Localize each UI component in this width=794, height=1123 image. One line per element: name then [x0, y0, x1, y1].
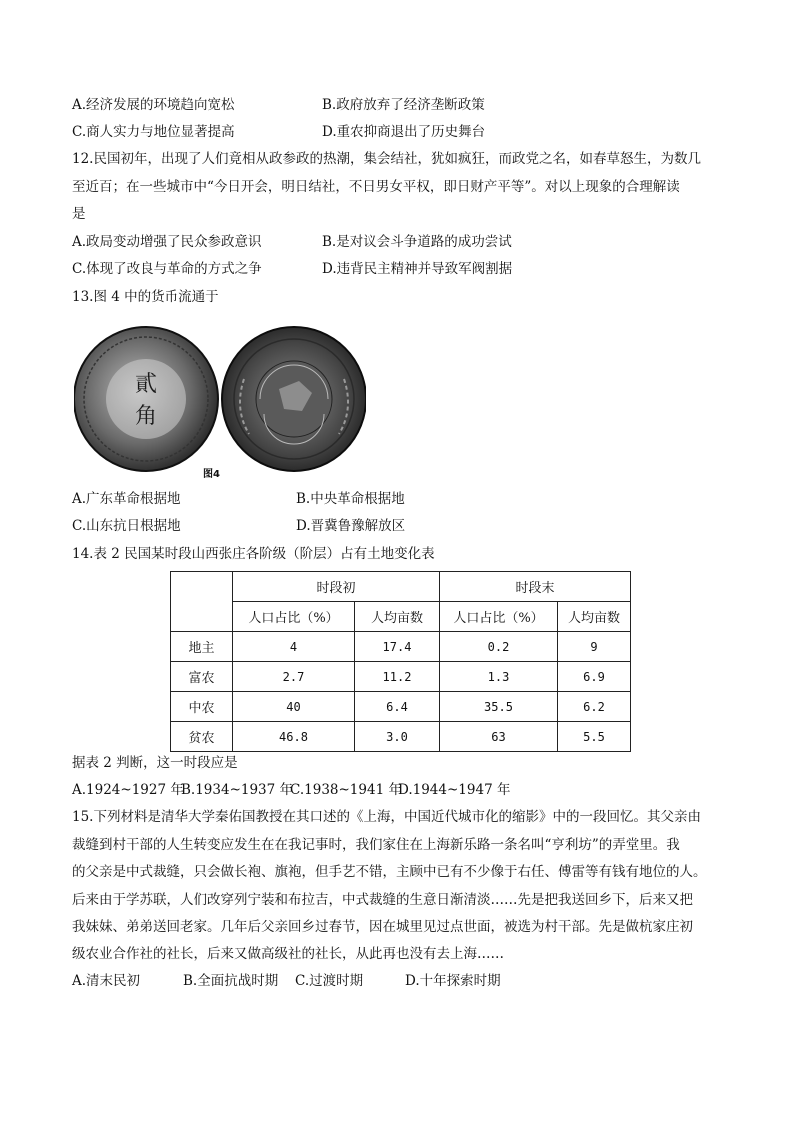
value-cell: 6.4 — [355, 692, 440, 722]
q12-option-a[interactable]: A.政局变动增强了民众参政意识 — [72, 234, 262, 250]
q14-option-c[interactable]: C.1938~1941 年 — [290, 782, 402, 798]
table-corner-cell — [171, 572, 233, 632]
q12-option-b[interactable]: B.是对议会斗争道路的成功尝试 — [322, 234, 512, 250]
subheader-cell: 人均亩数 — [558, 602, 631, 632]
table-header-row — [171, 572, 631, 602]
value-cell: 0.2 — [440, 632, 558, 662]
coin-back — [222, 327, 366, 471]
class-cell: 中农 — [171, 692, 233, 722]
subheader-cell: 人口占比（%） — [233, 602, 355, 632]
value-cell: 6.9 — [558, 662, 631, 692]
q13-stem: 13.图 4 中的货币流通于 — [72, 289, 219, 305]
q14-option-b[interactable]: B.1934~1937 年 — [181, 782, 294, 798]
q15-stem-line-6: 级农业合作社的社长，后来又做高级社的社长，从此再也没有去上海…… — [72, 946, 504, 962]
table-row — [171, 662, 631, 692]
value-cell: 40 — [233, 692, 355, 722]
q12-option-d[interactable]: D.违背民主精神并导致军阀割据 — [322, 261, 513, 277]
subheader-cell: 人均亩数 — [355, 602, 440, 632]
q15-option-d[interactable]: D.十年探索时期 — [405, 973, 501, 989]
q15-stem-line-4: 后来由于学苏联，人们改穿列宁装和布拉吉，中式裁缝的生意日渐清淡……先是把我送回乡下，后来又把 — [72, 892, 693, 908]
q12-stem-line-1: 12.民国初年，出现了人们竟相从政参政的热潮，集会结社，犹如疯狂，而政党之名，如春草怒生，为数几 — [72, 151, 701, 167]
value-cell: 46.8 — [233, 722, 355, 752]
q15-stem-line-3: 的父亲是中式裁缝，只会做长袍、旗袍，但手艺不错，主顾中已有不少像于右任、傅雷等有钱有地位的人。 — [72, 864, 707, 880]
period-header-start: 时段初 — [233, 572, 440, 602]
q15-option-a[interactable]: A.清末民初 — [72, 973, 141, 989]
period-header-end: 时段末 — [440, 572, 631, 602]
value-cell: 17.4 — [355, 632, 440, 662]
q14-prompt: 据表 2 判断，这一时段应是 — [72, 755, 238, 771]
value-cell: 4 — [233, 632, 355, 662]
figure-label: 图4 — [203, 469, 220, 480]
q11-option-a[interactable]: A.经济发展的环境趋向宽松 — [72, 97, 235, 113]
coin-figure — [74, 319, 366, 483]
q15-option-c[interactable]: C.过渡时期 — [295, 973, 364, 989]
coin-front — [74, 327, 218, 471]
value-cell: 2.7 — [233, 662, 355, 692]
class-cell: 地主 — [171, 632, 233, 662]
value-cell: 9 — [558, 632, 631, 662]
q15-stem-line-5: 我妹妹、弟弟送回老家。几年后父亲回乡过春节，因在城里见过点世面，被选为村干部。先是做杭家庄初 — [72, 919, 693, 935]
value-cell: 3.0 — [355, 722, 440, 752]
land-table — [170, 571, 631, 752]
coin-denomination-top: 貳 — [134, 372, 158, 397]
table-row — [171, 632, 631, 662]
q15-stem-line-2: 裁缝到村干部的人生转变应发生在在我记事时，我们家住在上海新乐路一条名叫“亨利坊”的弄堂里。我 — [72, 837, 680, 853]
q14-stem: 14.表 2 民国某时段山西张庄各阶级（阶层）占有土地变化表 — [72, 546, 435, 562]
value-cell: 5.5 — [558, 722, 631, 752]
q13-option-b[interactable]: B.中央革命根据地 — [296, 491, 405, 507]
q11-option-c[interactable]: C.商人实力与地位显著提高 — [72, 124, 235, 140]
q13-option-d[interactable]: D.晋冀鲁豫解放区 — [296, 518, 406, 534]
q11-option-d[interactable]: D.重农抑商退出了历史舞台 — [322, 124, 486, 140]
table-row — [171, 722, 631, 752]
q13-option-c[interactable]: C.山东抗日根据地 — [72, 518, 181, 534]
q14-option-a[interactable]: A.1924~1927 年 — [72, 782, 184, 798]
q12-option-c[interactable]: C.体现了改良与革命的方式之争 — [72, 261, 262, 277]
q12-stem-line-2: 至近百；在一些城市中“今日开会，明日结社，不日男女平权，即日财产平等”。对以上现象的合理解读 — [72, 179, 680, 195]
q12-stem-line-3: 是 — [72, 206, 86, 222]
subheader-cell: 人口占比（%） — [440, 602, 558, 632]
class-cell: 富农 — [171, 662, 233, 692]
value-cell: 63 — [440, 722, 558, 752]
value-cell: 6.2 — [558, 692, 631, 722]
class-cell: 贫农 — [171, 722, 233, 752]
table-row — [171, 692, 631, 722]
q14-option-d[interactable]: D.1944~1947 年 — [398, 782, 511, 798]
value-cell: 1.3 — [440, 662, 558, 692]
q13-option-a[interactable]: A.广东革命根据地 — [72, 491, 181, 507]
value-cell: 11.2 — [355, 662, 440, 692]
q15-option-b[interactable]: B.全面抗战时期 — [183, 973, 279, 989]
coin-denomination-bottom: 角 — [134, 404, 158, 429]
q11-option-b[interactable]: B.政府放弃了经济垄断政策 — [322, 97, 485, 113]
q15-stem-line-1: 15.下列材料是清华大学秦佑国教授在其口述的《上海，中国近代城市化的缩影》中的一段回忆。其父亲由 — [72, 809, 701, 825]
table-subheader-row — [171, 602, 631, 632]
value-cell: 35.5 — [440, 692, 558, 722]
